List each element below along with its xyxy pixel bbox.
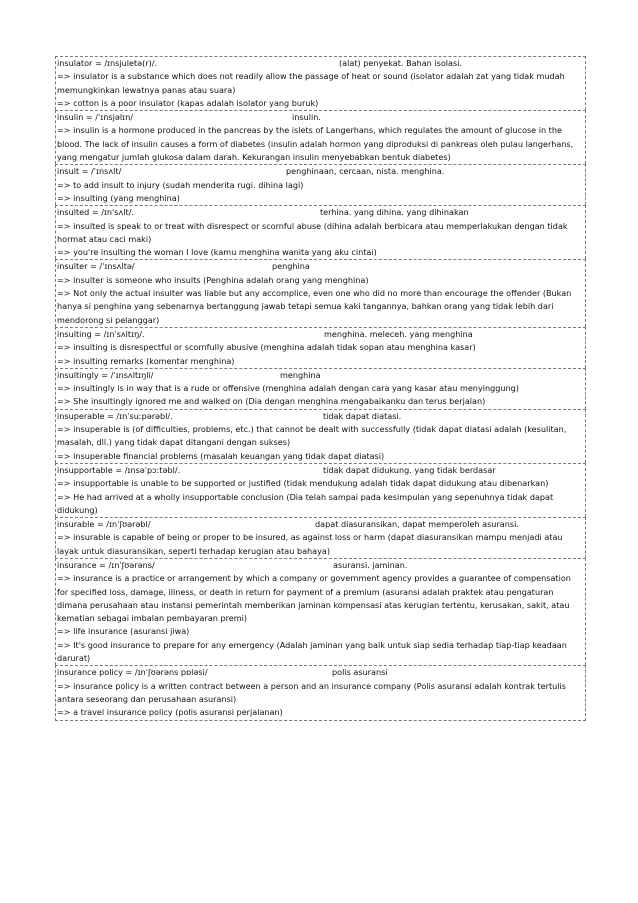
entry-term: insultingly = /ˈɪnsʌltɪŋli/ [57, 369, 154, 380]
entry-heading-row [56, 559, 585, 572]
entry-term: insulator = /ɪnsjuletə(r)/. [57, 58, 158, 68]
entry-term: insurance = /ɪnˈʃʊərəns/ [57, 559, 155, 570]
entry-example-line: => life insurance (asuransi jiwa) [57, 626, 190, 637]
entry-heading [56, 666, 585, 679]
entry-term: insuperable = /ɪnˈsuːpərəbl/. [57, 410, 173, 421]
dictionary-entry [55, 665, 586, 720]
entry-heading [56, 369, 585, 382]
entry-heading-row [56, 410, 585, 423]
entry-heading-row [56, 260, 585, 273]
entry-heading-row [56, 111, 585, 124]
entry-example-line: => insuperable financial problems (masalah keuangan yang tidak dapat diatasi) [57, 450, 385, 461]
entry-term: insult = /ˈɪnsʌlt/ [57, 166, 122, 177]
entry-term: insulin = /ˈɪnsjəlɪn/ [57, 112, 133, 123]
entry-meaning: polis asuransi [332, 667, 388, 678]
dictionary-entry [55, 558, 586, 665]
entry-heading-row [56, 464, 585, 477]
entry-example-line: => insurance is a practice or arrangement by which a company or government agency provides a guarantee of compensation for specified loss, damage, illness, or death in return for payment of a premium (asuransi adalah praktek atau pengaturan dimana perusahaan atau instansi pemerintah memberikan jaminan kompensasi atas kerugian tertentu, kerusakan, sakit, atau kematian sebagai imbalan pembayaran premi) [57, 573, 571, 624]
entry-heading-row [56, 369, 585, 382]
dictionary-entry [55, 409, 586, 463]
dictionary-entry [55, 517, 586, 558]
entry-heading [56, 206, 585, 219]
entry-meaning: asuransi. jaminan. [333, 559, 408, 570]
entry-heading [56, 410, 585, 423]
entry-example-line: => insuperable is (of difficulties, problems, etc.) that cannot be dealt with successfully (tidak dapat diatasi adalah (kesulitan, masalah, dll.) yang tidak dapat ditangani dengan sukses) [57, 424, 567, 448]
entry-heading [56, 260, 585, 273]
entry-example-line: => insulin is a hormone produced in the pancreas by the islets of Langerhans, which regulates the amount of glucose in the blood. The lack of insulin causes a form of diabetes (insulin adalah hormon yang diproduksi di pankreas oleh pulau langerhans, yang mengatur jumlah glukosa dalam darah. Kekurangan insulin menyebabkan bentuk diabetes) [57, 125, 574, 163]
entry-heading [56, 111, 585, 124]
entry-heading [56, 328, 585, 341]
entry-meaning: penghina [272, 261, 310, 272]
entry-example-line: => Not only the actual insulter was liable but any accomplice, even one who did no more than encourage the offender (Bukan hanya si penghina yang sebenarnya bertanggung jawab tetapi semua kaki tangannya, bahkan orang yang tidak lebih dari mendorong si pelanggar) [57, 288, 572, 325]
dictionary-entry [55, 110, 586, 164]
entry-meaning: insulin. [292, 112, 321, 123]
entry-heading [56, 57, 585, 70]
entry-meaning: menghina [280, 369, 321, 380]
entry-example-line: => insulted is speak to or treat with disrespect or scornful abuse (dihina adalah berbicara atau memperlakukan dengan tidak hormat atau caci maki) [57, 220, 568, 244]
entry-example-line: => He had arrived at a wholly insupportable conclusion (Dia telah sampai pada kesimpulan yang sepenuhnya tidak dapat didukung) [57, 491, 554, 515]
dictionary-entry [55, 463, 586, 517]
entry-example-line: => insurance policy is a written contract between a person and an insurance company (Polis asuransi adalah kontrak tertulis antara seseorang dan perusahaan asuransi) [57, 680, 566, 704]
dictionary-entry [55, 327, 586, 368]
entry-example-line: => a travel insurance policy (polis asuransi perjalanan) [57, 707, 283, 718]
entry-example-line: => insulator is a substance which does not readily allow the passage of heat or sound (isolator adalah zat yang tidak mudah memungkinkan lewatnya panas atau suara) [57, 71, 565, 95]
entry-meaning: tidak dapat diatasi. [323, 410, 402, 421]
dictionary-entry [55, 205, 586, 259]
entry-heading [56, 464, 585, 477]
entry-term: insulted = /ɪnˈsʌlt/. [57, 207, 135, 218]
dictionary-entry [55, 368, 586, 409]
entry-meaning: tidak dapat didukung. yang tidak berdasar [323, 464, 496, 475]
entry-term: insurance policy = /ɪnˈʃʊərəns pɒləsi/ [57, 667, 208, 678]
entry-example-line: => insurable is capable of being or proper to be insured, as against loss or harm (dapat diasuransikan mampu menjadi atau layak untuk diasuransikan, seperti terhadap kerugian atau bahaya) [57, 532, 563, 556]
entry-heading-row [56, 666, 585, 679]
entry-term: insulter = /ˈɪnsʌltə/ [57, 261, 135, 272]
entry-term: insurable = /ɪnˈʃʊərəbl/ [57, 519, 151, 530]
entry-heading-row [56, 518, 585, 531]
entry-heading-row [56, 328, 585, 341]
entry-example-line: => insulting (yang menghina) [57, 192, 180, 203]
dictionary-entry [55, 259, 586, 326]
entry-example-line: => insulter is someone who insults (Penghina adalah orang yang menghina) [57, 274, 369, 285]
entry-example-line: => insupportable is unable to be supported or justified (tidak mendukung adalah tidak dapat didukung atau dibenarkan) [57, 478, 549, 489]
entry-example-line: => you're insulting the woman I love (kamu menghina wanita yang aku cintai) [57, 247, 377, 258]
entry-heading [56, 518, 585, 531]
entry-meaning: dapat diasuransikan, dapat memperoleh asuransi. [315, 519, 519, 530]
entry-heading-row [56, 165, 585, 178]
entry-heading-row [56, 57, 585, 70]
entry-term: insupportable = /ɪnsəˈpɔːtəbl/. [57, 464, 181, 475]
entry-example-line: => insulting is disrespectful or scornfully abusive (menghina adalah tidak sopan atau menghina kasar) [57, 342, 476, 353]
entry-heading [56, 165, 585, 178]
dictionary-entry [55, 56, 586, 110]
entry-example-line: => insultingly is in way that is a rude or offensive (menghina adalah dengan cara yang kasar atau menyinggung) [57, 383, 519, 394]
entry-example-line: => insulting remarks (komentar menghina) [57, 355, 235, 366]
entry-meaning: penghinaan, cercaan, nista. menghina. [286, 166, 445, 177]
entry-meaning: menghina. meleceh. yang menghina [324, 328, 473, 339]
entry-example-line: => to add insult to injury (sudah menderita rugi. dihina lagi) [57, 179, 304, 190]
entry-example-line: => cotton is a poor insulator (kapas adalah isolator yang buruk) [57, 97, 319, 108]
entry-heading-row [56, 206, 585, 219]
entry-meaning: terhina. yang dihina. yang dihinakan [320, 207, 469, 218]
entry-meaning: (alat) penyekat. Bahan isolasi. [339, 58, 463, 68]
entry-example-line: => She insultingly ignored me and walked on (Dia dengan menghina mengabaikanku dan terus berjalan) [57, 396, 486, 407]
entry-term: insulting = /ɪnˈsʌltɪŋ/. [57, 328, 145, 339]
dictionary-page [55, 56, 586, 721]
entry-heading [56, 559, 585, 572]
dictionary-entry [55, 164, 586, 205]
entry-example-line: => It's good insurance to prepare for any emergency (Adalah jaminan yang baik untuk siap sedia terhadap tiap-tiap keadaan darurat) [57, 639, 567, 664]
